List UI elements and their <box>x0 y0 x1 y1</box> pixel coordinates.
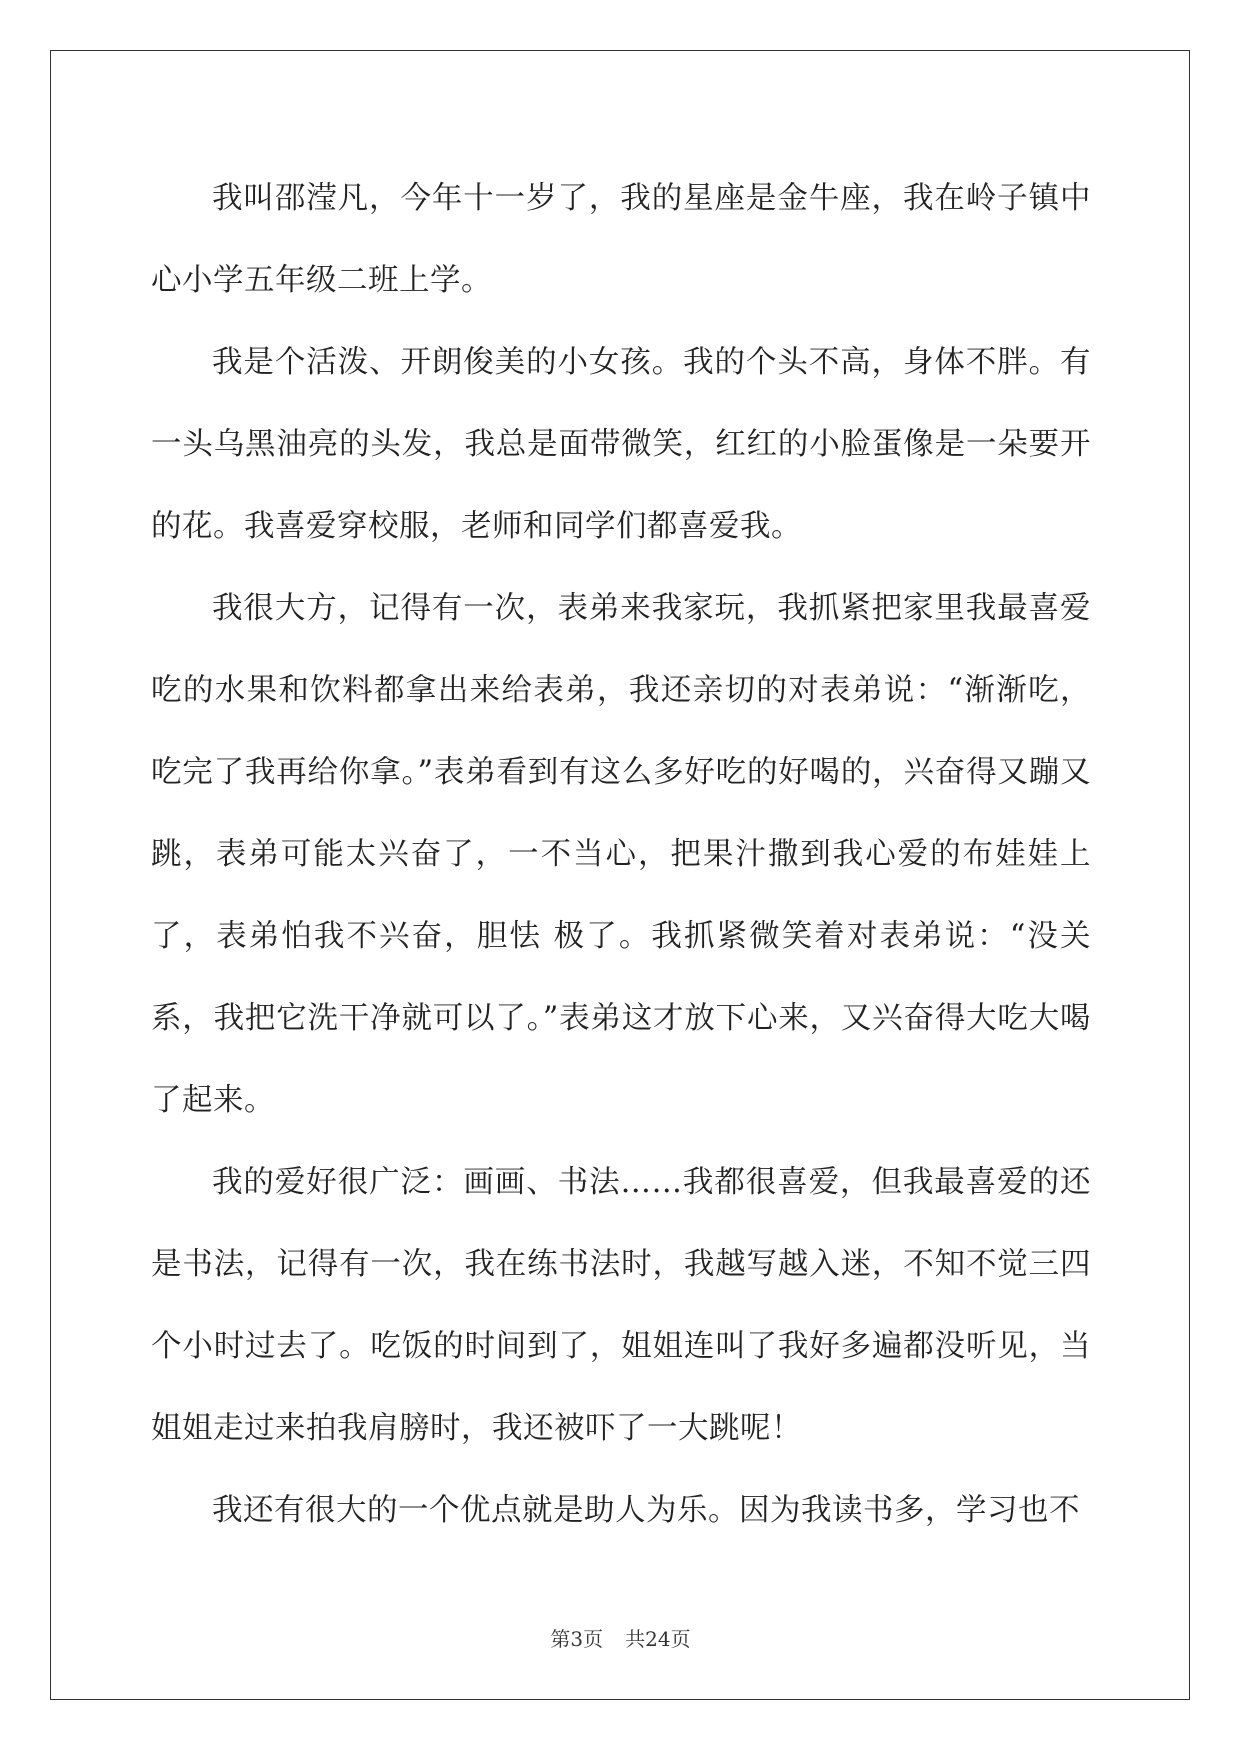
paragraph-4: 我的爱好很广泛：画画、书法……我都很喜爱，但我最喜爱的还是书法，记得有一次，我在练书法时，我越写越入迷，不知不觉三四个小时过去了。吃饭的时间到了，姐姐连叫了我好多遍都没听见，当姐姐走过来拍我肩膀时，我还被吓了一大跳呢！ <box>151 1165 1091 1446</box>
document-body <box>151 158 1091 1552</box>
paragraph-5: 我还有很大的一个优点就是助人为乐。因为我读书多，学习也不 <box>212 1493 1080 1528</box>
page-footer <box>0 1623 1241 1652</box>
paragraph-2: 我是个活泼、开朗俊美的小女孩。我的个头不高，身体不胖。有一头乌黑油亮的头发，我总是面带微笑，红红的小脸蛋像是一朵要开的花。我喜爱穿校服，老师和同学们都喜爱我。 <box>151 345 1091 544</box>
page-number: 第3页 <box>550 1627 604 1651</box>
paragraph-3: 我很大方，记得有一次，表弟来我家玩，我抓紧把家里我最喜爱吃的水果和饮料都拿出来给表弟，我还亲切的对表弟说：“渐渐吃，吃完了我再给你拿。”表弟看到有这么多好吃的好喝的，兴奋得又蹦又跳，表弟可能太兴奋了，一不当心，把果汁撒到我心爱的布娃娃上了，表弟怕我不兴奋，胆怯 极了。我抓紧微笑着对表弟说：“没关系，我把它洗干净就可以了。”表弟这才放下心来，又兴奋得大吃大喝了起来。 <box>151 591 1091 1118</box>
page-total: 共24页 <box>625 1627 691 1651</box>
paragraph-1: 我叫邵滢凡，今年十一岁了，我的星座是金牛座，我在岭子镇中心小学五年级二班上学。 <box>151 181 1091 298</box>
